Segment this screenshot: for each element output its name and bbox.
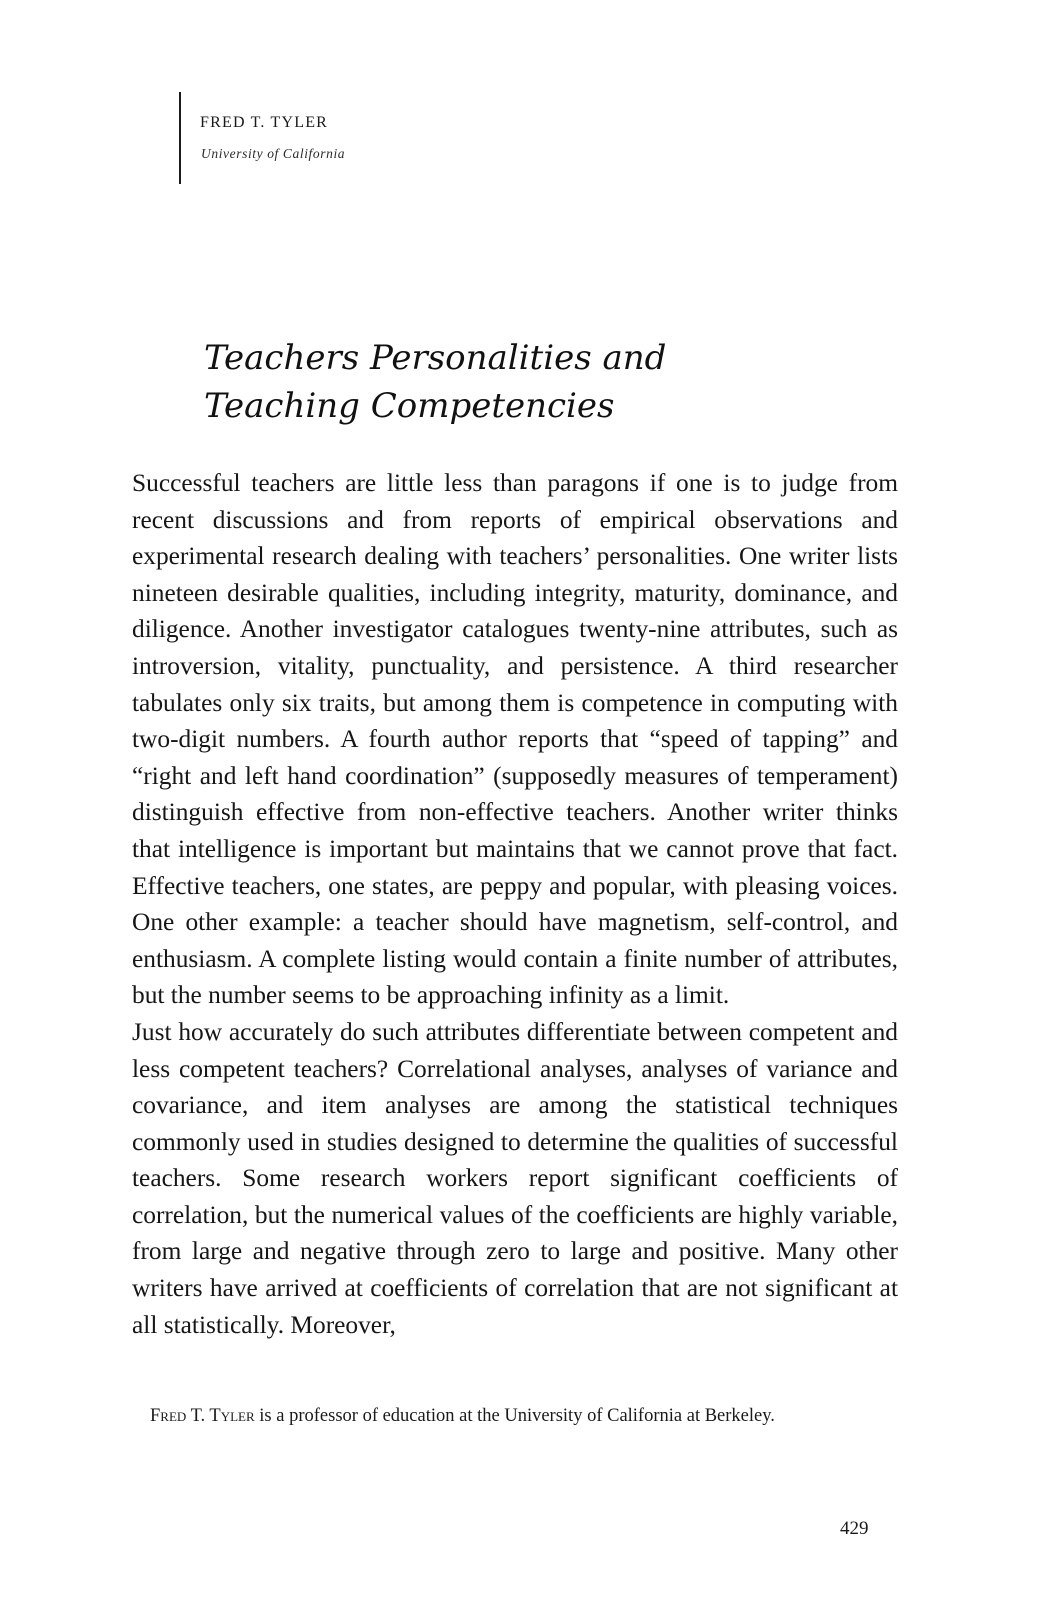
footnote-text: is a professor of education at the University of California at Berkeley. [254,1406,775,1426]
article-title [204,334,666,430]
footnote-author-name: Fred T. Tyler [150,1406,255,1426]
author-name: FRED T. TYLER [200,114,329,131]
page-number: 429 [840,1518,869,1539]
body-paragraph-1: Successful teachers are little less than paragons if one is to judge from recent discussions and from reports of empirical observations and experimental research dealing with teachers’ personalities. One writer lists nineteen desirable qualities, including integrity, maturity, dominance, and diligence. Another investigator catalogues twenty-nine attributes, such as introversion, vitality, punctuality, and persistence. A third researcher tabulates only six traits, but among them is competence in computing with two-digit numbers. A fourth author reports that “speed of tapping” and “right and left hand coordination” (supposedly measures of temperament) distinguish effective from non-effective teachers. Another writer thinks that intelligence is important but maintains that we cannot prove that fact. Effective teachers, one states, are peppy and popular, with pleasing voices. One other example: a teacher should have magnetism, self-control, and enthusiasm. A complete listing would contain a finite number of attributes, but the number seems to be approaching infinity as a limit. [132,469,898,1010]
author-footnote [150,1406,775,1427]
title-line-1: Teachers Personalities and [204,338,667,378]
author-affiliation: University of California [201,146,346,161]
article-body [132,465,898,1343]
body-paragraph-2: Just how accurately do such attributes differentiate between competent and less competent teachers? Correlational analyses, analyses of variance and covariance, and item analyses are among the statistical techniques commonly used in studies designed to determine the qualities of successful teachers. Some research workers report significant coefficients of correlation, but the numerical values of the coefficients are highly variable, from large and negative through zero to large and positive. Many other writers have arrived at coefficients of correlation that are not significant at all statistically. Moreover, [132,1017,898,1339]
title-line-2: Teaching Competencies [204,386,615,426]
byline-rule [179,92,181,184]
